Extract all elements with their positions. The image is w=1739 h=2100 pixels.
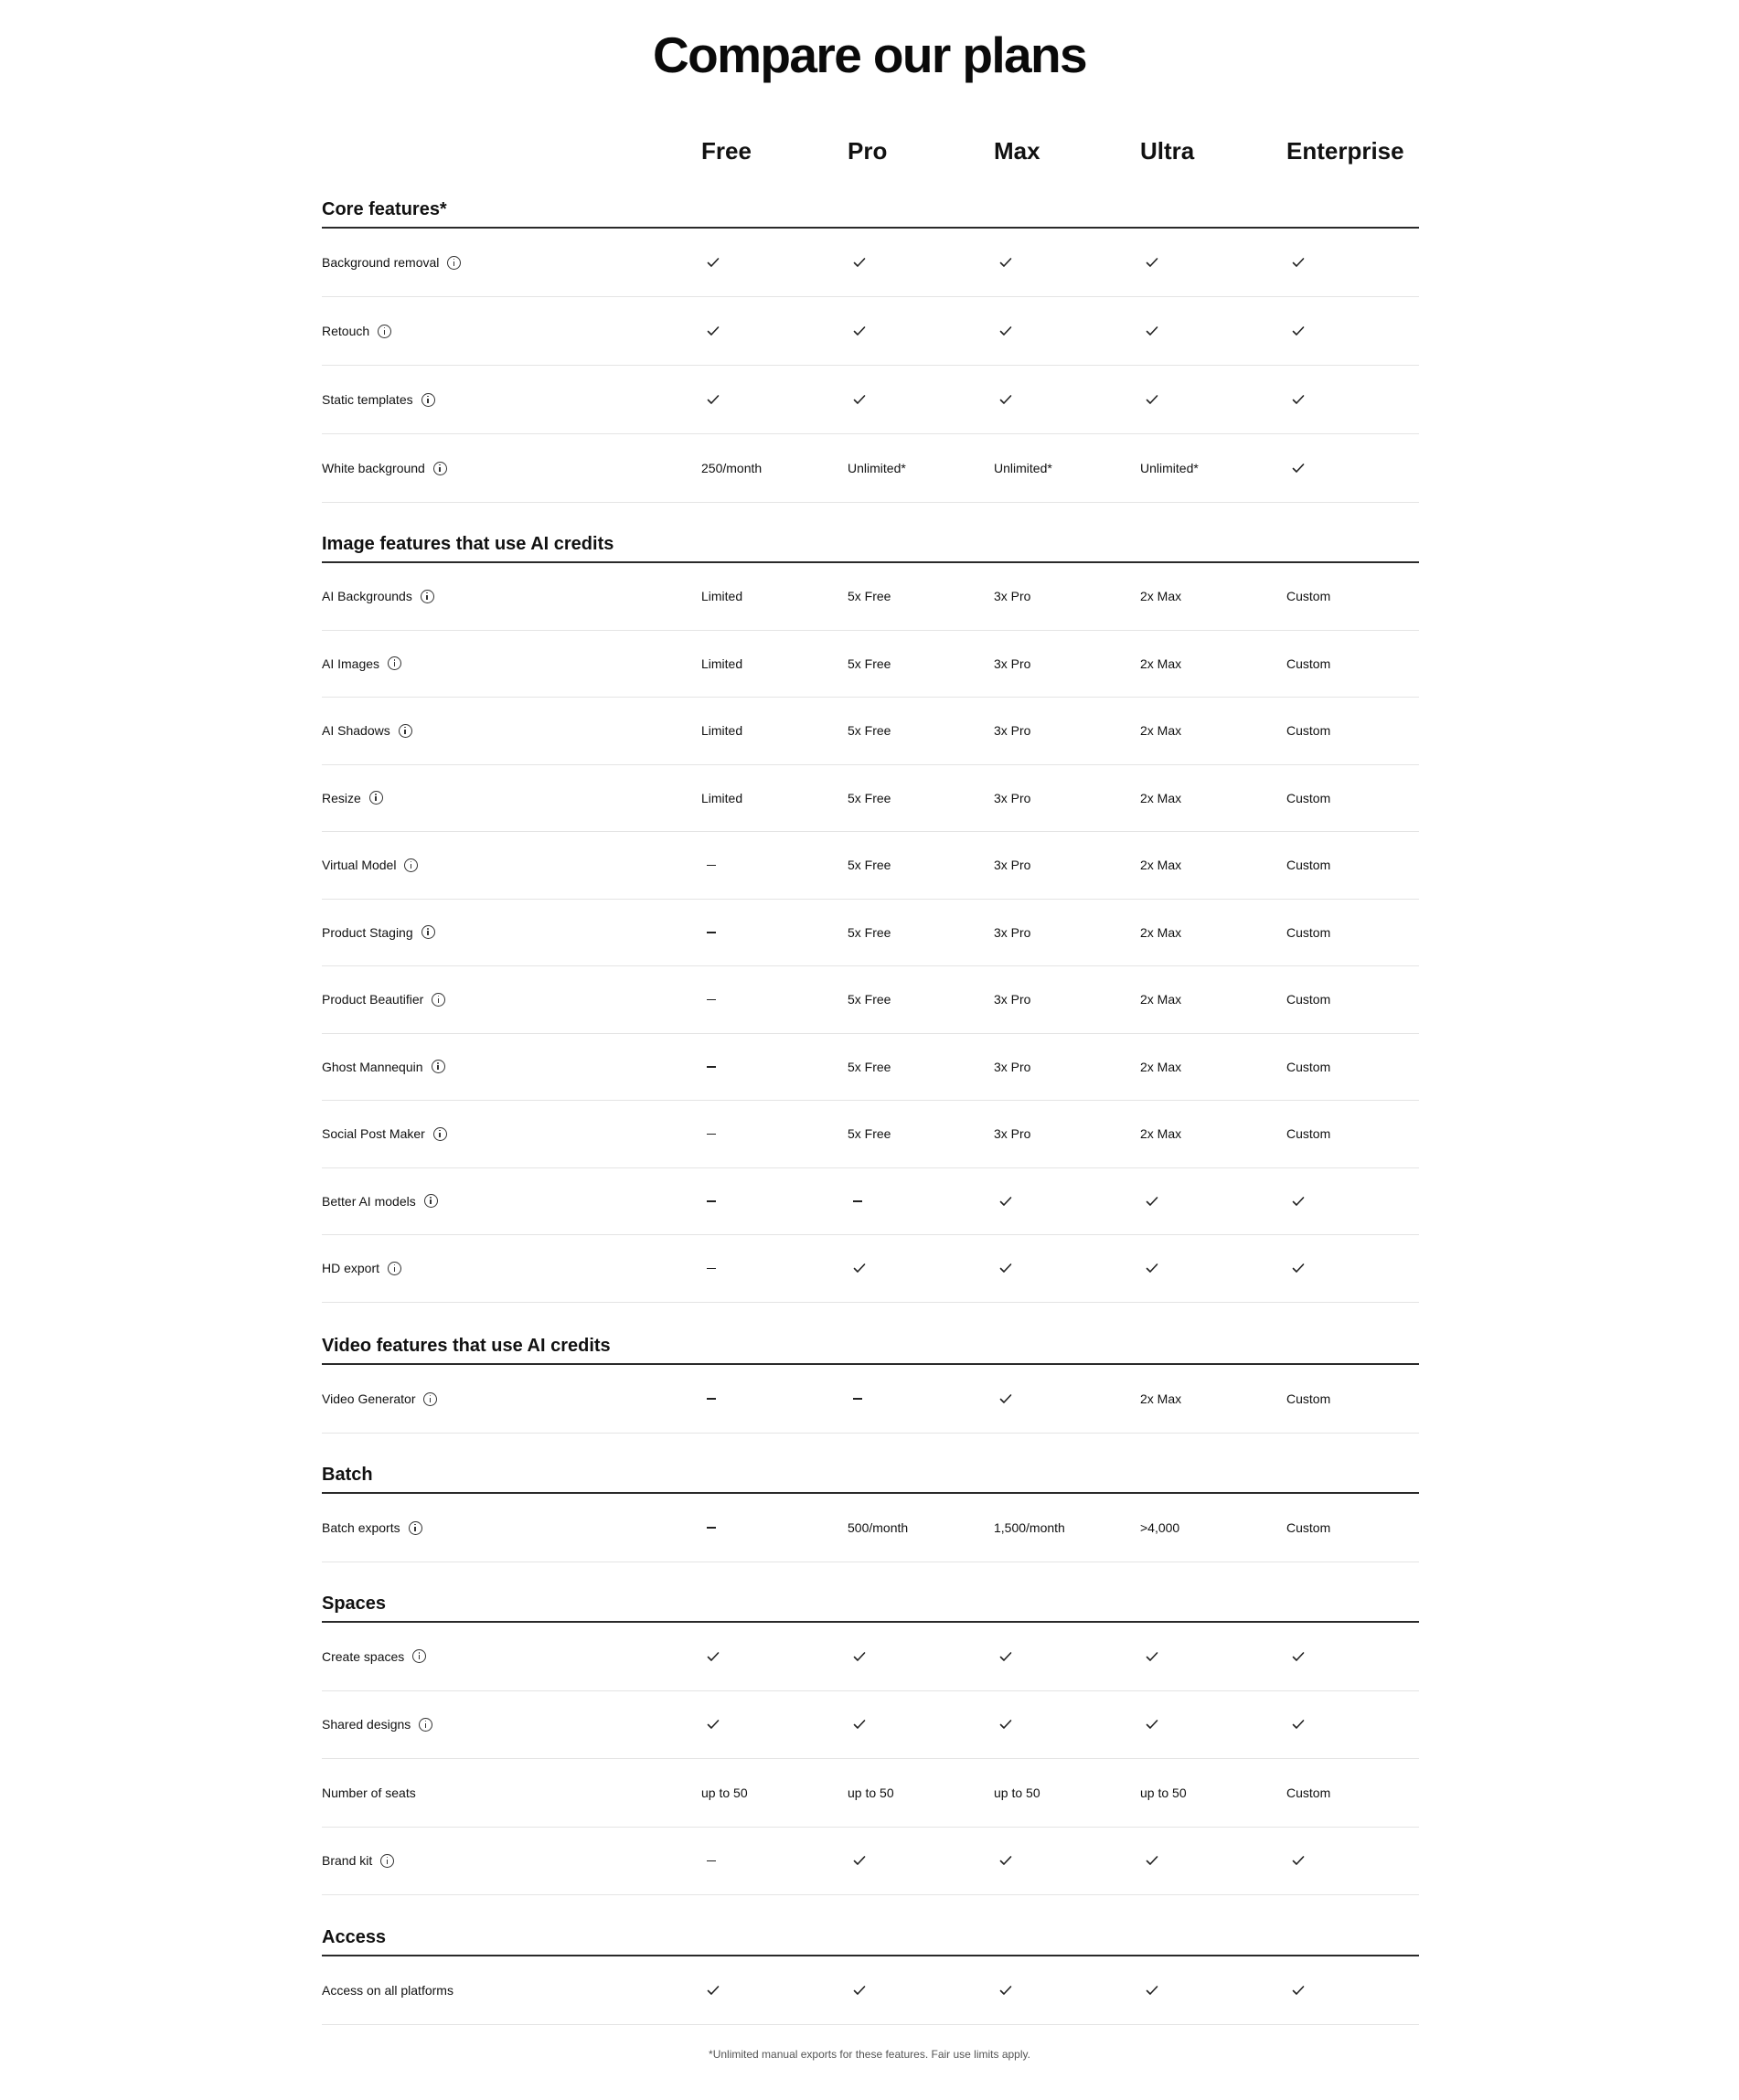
feature-label: AI Images <box>322 656 380 671</box>
feature-label: Retouch <box>322 324 370 338</box>
feature-cell <box>322 698 412 764</box>
table-row <box>322 1235 1419 1303</box>
value-cell: 500/month <box>848 1520 909 1535</box>
feature-label: Product Staging <box>322 924 413 940</box>
value-cell: 3x Pro <box>994 924 1031 940</box>
value-cell: 3x Pro <box>994 656 1031 671</box>
info-icon[interactable] <box>378 325 391 338</box>
feature-label: White background <box>322 461 425 475</box>
dash-icon <box>707 932 716 933</box>
feature-label: Static templates <box>322 392 413 407</box>
feature-cell <box>322 366 435 433</box>
value-cell: 5x Free <box>848 656 891 671</box>
feature-cell <box>322 297 391 365</box>
check-icon <box>853 1623 866 1690</box>
value-cell: 2x Max <box>1140 1391 1182 1406</box>
dash-icon <box>848 1365 862 1433</box>
check-icon <box>707 1623 720 1690</box>
check-icon <box>999 1168 1012 1235</box>
check-icon <box>999 1691 1012 1759</box>
feature-label: Resize <box>322 790 361 805</box>
info-icon[interactable] <box>433 1127 447 1141</box>
value-cell: 2x Max <box>1140 723 1182 739</box>
value-cell: Custom <box>1286 858 1331 873</box>
check-icon <box>999 297 1012 365</box>
info-icon[interactable] <box>447 256 461 270</box>
check-icon <box>853 229 866 296</box>
page-title: Compare our plans <box>652 27 1086 83</box>
feature-cell <box>322 765 383 832</box>
feature-label: Shared designs <box>322 1717 411 1732</box>
value-cell: Custom <box>1286 1126 1331 1142</box>
table-row <box>322 765 1419 833</box>
table-row <box>322 631 1419 698</box>
feature-label: AI Shadows <box>322 723 390 739</box>
value-cell: 3x Pro <box>994 858 1031 873</box>
value-cell: Unlimited* <box>994 461 1052 475</box>
check-icon <box>1292 229 1305 296</box>
value-cell: Custom <box>1286 790 1331 805</box>
section-title: Batch <box>322 1465 373 1485</box>
table-row <box>322 1494 1419 1562</box>
value-cell: >4,000 <box>1140 1520 1180 1535</box>
feature-label: Brand kit <box>322 1853 373 1869</box>
info-icon[interactable] <box>432 993 445 1007</box>
feature-label: Create spaces <box>322 1648 405 1664</box>
check-icon <box>999 229 1012 296</box>
check-icon <box>707 366 720 433</box>
value-cell: 5x Free <box>848 1059 891 1074</box>
check-icon <box>1292 1691 1305 1759</box>
value-cell: 3x Pro <box>994 790 1031 805</box>
table-row <box>322 1101 1419 1168</box>
check-icon <box>1146 1623 1158 1690</box>
dash-icon <box>701 1168 716 1235</box>
check-icon <box>1292 1956 1305 2024</box>
check-icon <box>999 1623 1012 1690</box>
dash-icon <box>701 1034 716 1101</box>
dash-icon <box>707 1398 716 1400</box>
table-row <box>322 1691 1419 1760</box>
value-cell: up to 50 <box>848 1785 894 1800</box>
dash-icon <box>707 1527 716 1529</box>
dash-icon <box>707 1860 716 1862</box>
table-row <box>322 1828 1419 1896</box>
table-row <box>322 966 1419 1034</box>
feature-cell <box>322 1759 416 1827</box>
value-cell: Custom <box>1286 589 1331 604</box>
value-cell: 3x Pro <box>994 1126 1031 1142</box>
check-icon <box>999 1235 1012 1302</box>
dash-icon <box>848 1168 862 1235</box>
feature-cell <box>322 1168 438 1235</box>
section-title: Core features* <box>322 199 447 219</box>
info-icon[interactable] <box>388 1262 401 1275</box>
check-icon <box>1146 1168 1158 1235</box>
table-row <box>322 1956 1419 2025</box>
value-cell: Limited <box>701 589 743 604</box>
value-cell: Custom <box>1286 1785 1331 1800</box>
feature-cell <box>322 1101 447 1167</box>
check-icon <box>707 1956 720 2024</box>
plans-header <box>0 137 1739 174</box>
check-icon <box>707 1691 720 1759</box>
check-icon <box>853 366 866 433</box>
value-cell: 2x Max <box>1140 992 1182 1007</box>
feature-cell <box>322 1828 394 1895</box>
feature-cell <box>322 434 447 502</box>
info-icon[interactable] <box>424 1194 438 1208</box>
value-cell: 5x Free <box>848 589 891 604</box>
value-cell: up to 50 <box>701 1785 748 1800</box>
feature-cell <box>322 1623 426 1690</box>
feature-cell <box>322 966 445 1033</box>
check-icon <box>999 1828 1012 1895</box>
feature-cell <box>322 563 434 630</box>
table-row <box>322 297 1419 366</box>
feature-label: HD export <box>322 1261 380 1276</box>
value-cell: 2x Max <box>1140 656 1182 671</box>
dash-icon <box>701 832 716 899</box>
check-icon <box>853 1828 866 1895</box>
plan-header-pro: Pro <box>848 137 888 165</box>
check-icon <box>1292 1623 1305 1690</box>
value-cell: Unlimited* <box>1140 461 1199 475</box>
dash-icon <box>707 865 716 867</box>
table-row <box>322 563 1419 631</box>
feature-cell <box>322 229 461 296</box>
value-cell: 5x Free <box>848 723 891 739</box>
dash-icon <box>707 1268 716 1270</box>
feature-label: Video Generator <box>322 1391 416 1406</box>
table-row <box>322 832 1419 900</box>
feature-label: Number of seats <box>322 1785 416 1800</box>
dash-icon <box>701 1235 716 1302</box>
feature-cell <box>322 1691 432 1759</box>
check-icon <box>999 1956 1012 2024</box>
feature-cell <box>322 631 401 698</box>
dash-icon <box>853 1398 862 1400</box>
value-cell: 2x Max <box>1140 589 1182 604</box>
dash-icon <box>701 1494 716 1562</box>
dash-icon <box>701 1101 716 1167</box>
plan-header-free: Free <box>701 137 752 165</box>
check-icon <box>1146 1956 1158 2024</box>
plan-header-max: Max <box>994 137 1040 165</box>
info-icon[interactable] <box>388 656 401 670</box>
value-cell: 3x Pro <box>994 1059 1031 1074</box>
info-icon[interactable] <box>432 1060 445 1073</box>
plan-header-ultra: Ultra <box>1140 137 1195 165</box>
value-cell: Limited <box>701 723 743 739</box>
info-icon[interactable] <box>433 462 447 475</box>
info-icon[interactable] <box>412 1649 426 1663</box>
table-row <box>322 1365 1419 1434</box>
info-icon[interactable] <box>421 925 435 939</box>
value-cell: Limited <box>701 790 743 805</box>
feature-label: Social Post Maker <box>322 1126 425 1142</box>
check-icon <box>1146 1828 1158 1895</box>
check-icon <box>1292 434 1305 502</box>
feature-cell <box>322 1235 401 1302</box>
feature-label: AI Backgrounds <box>322 589 412 604</box>
check-icon <box>1146 366 1158 433</box>
table-row <box>322 698 1419 765</box>
value-cell: 3x Pro <box>994 589 1031 604</box>
value-cell: 2x Max <box>1140 1059 1182 1074</box>
value-cell: 2x Max <box>1140 790 1182 805</box>
check-icon <box>1146 1235 1158 1302</box>
feature-label: Product Beautifier <box>322 992 424 1007</box>
feature-cell <box>322 1494 422 1562</box>
info-icon[interactable] <box>421 393 435 407</box>
info-icon[interactable] <box>380 1854 394 1868</box>
dash-icon <box>701 1365 716 1433</box>
dash-icon <box>707 1066 716 1068</box>
feature-label: Background removal <box>322 255 440 270</box>
check-icon <box>853 1691 866 1759</box>
feature-label: Access on all platforms <box>322 1983 453 1998</box>
section-title: Access <box>322 1927 387 1947</box>
feature-cell <box>322 1956 453 2024</box>
check-icon <box>853 1235 866 1302</box>
feature-label: Virtual Model <box>322 858 397 873</box>
value-cell: 1,500/month <box>994 1520 1065 1535</box>
dash-icon <box>707 999 716 1001</box>
table-row <box>322 366 1419 434</box>
value-cell: Custom <box>1286 992 1331 1007</box>
value-cell: Custom <box>1286 1059 1331 1074</box>
value-cell: 3x Pro <box>994 723 1031 739</box>
info-icon[interactable] <box>399 724 412 738</box>
feature-label: Ghost Mannequin <box>322 1059 423 1074</box>
feature-cell <box>322 1365 437 1433</box>
section-title: Spaces <box>322 1594 387 1614</box>
dash-icon <box>701 900 716 966</box>
table-row <box>322 900 1419 967</box>
value-cell: Custom <box>1286 1520 1331 1535</box>
table-row <box>322 1623 1419 1691</box>
check-icon <box>1146 297 1158 365</box>
value-cell: Custom <box>1286 723 1331 739</box>
value-cell: up to 50 <box>994 1785 1040 1800</box>
value-cell: Custom <box>1286 1391 1331 1406</box>
table-row <box>322 1759 1419 1828</box>
check-icon <box>707 229 720 296</box>
check-icon <box>1146 1691 1158 1759</box>
value-cell: 5x Free <box>848 790 891 805</box>
check-icon <box>1292 366 1305 433</box>
feature-label: Batch exports <box>322 1520 400 1535</box>
dash-icon <box>853 1200 862 1202</box>
dash-icon <box>707 1134 716 1135</box>
info-icon[interactable] <box>421 590 434 603</box>
value-cell: 2x Max <box>1140 1126 1182 1142</box>
info-icon[interactable] <box>423 1392 437 1406</box>
section-title: Image features that use AI credits <box>322 534 614 554</box>
check-icon <box>1292 1168 1305 1235</box>
table-row <box>322 229 1419 297</box>
value-cell: 250/month <box>701 461 763 475</box>
value-cell: Limited <box>701 656 743 671</box>
info-icon[interactable] <box>419 1718 432 1732</box>
value-cell: Unlimited* <box>848 461 906 475</box>
table-row <box>322 1168 1419 1236</box>
value-cell: 5x Free <box>848 924 891 940</box>
info-icon[interactable] <box>404 858 418 872</box>
dash-icon <box>701 1828 716 1895</box>
check-icon <box>1146 229 1158 296</box>
check-icon <box>1292 1828 1305 1895</box>
check-icon <box>707 297 720 365</box>
dash-icon <box>701 966 716 1033</box>
feature-cell <box>322 1034 445 1101</box>
table-row <box>322 434 1419 503</box>
footnote: *Unlimited manual exports for these features. Fair use limits apply. <box>709 2048 1030 2061</box>
value-cell: 3x Pro <box>994 992 1031 1007</box>
check-icon <box>999 1365 1012 1433</box>
value-cell: 5x Free <box>848 858 891 873</box>
value-cell: up to 50 <box>1140 1785 1187 1800</box>
feature-cell <box>322 832 418 899</box>
dash-icon <box>707 1200 716 1202</box>
value-cell: 2x Max <box>1140 858 1182 873</box>
check-icon <box>853 297 866 365</box>
value-cell: 2x Max <box>1140 924 1182 940</box>
section-title: Video features that use AI credits <box>322 1336 611 1356</box>
value-cell: Custom <box>1286 924 1331 940</box>
table-row <box>322 1034 1419 1102</box>
feature-label: Better AI models <box>322 1193 416 1209</box>
value-cell: 5x Free <box>848 1126 891 1142</box>
info-icon[interactable] <box>409 1521 422 1535</box>
value-cell: Custom <box>1286 656 1331 671</box>
check-icon <box>1292 1235 1305 1302</box>
plan-header-enterprise: Enterprise <box>1286 137 1404 165</box>
check-icon <box>853 1956 866 2024</box>
feature-cell <box>322 900 435 966</box>
check-icon <box>999 366 1012 433</box>
value-cell: 5x Free <box>848 992 891 1007</box>
check-icon <box>1292 297 1305 365</box>
info-icon[interactable] <box>369 791 383 805</box>
